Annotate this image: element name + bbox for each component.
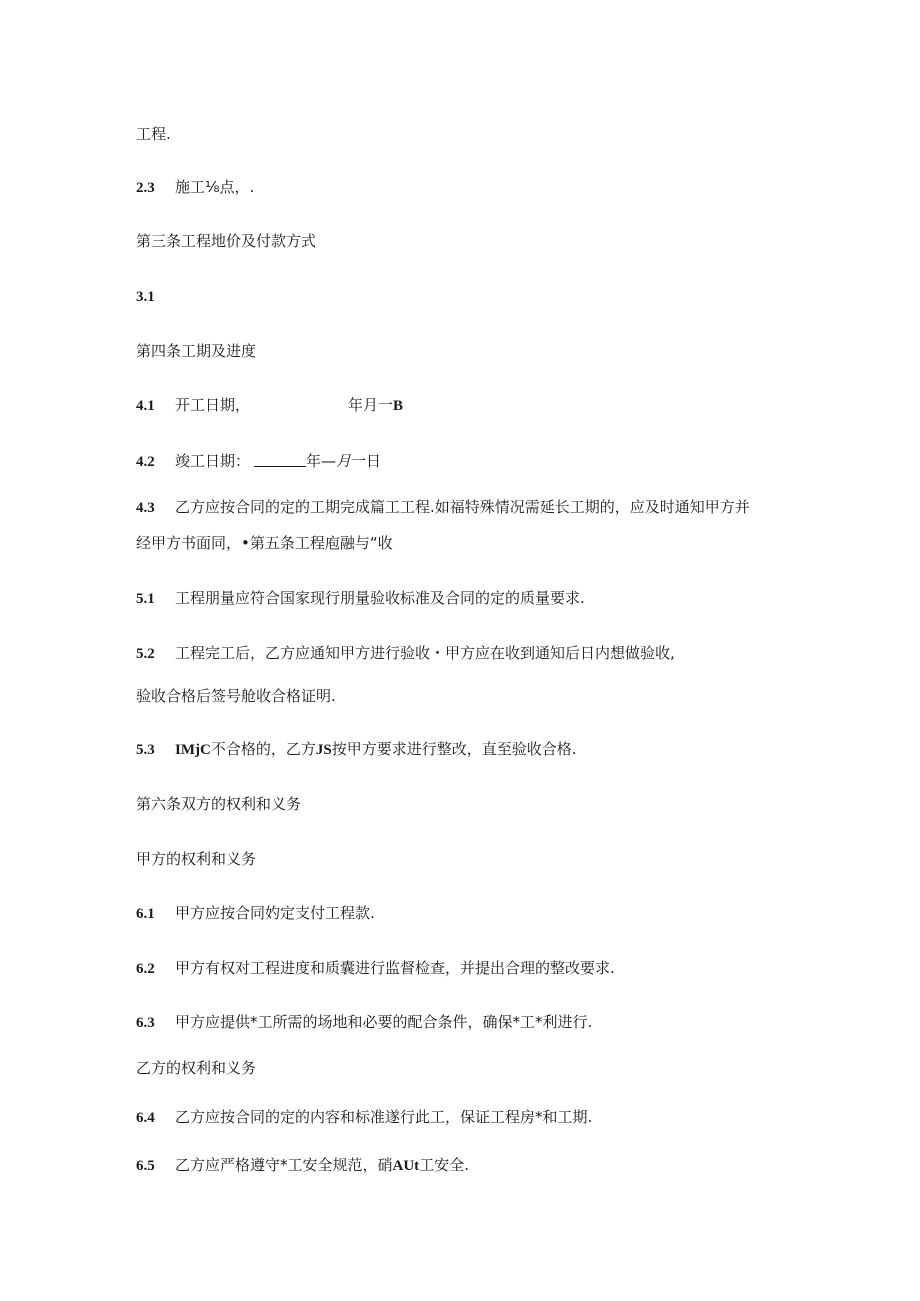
clause-number: 5.3 [136,742,155,758]
clause-text: 施工⅛点，. [175,178,255,196]
clause-number: 6.5 [136,1158,155,1174]
article-3-heading [136,231,316,251]
line-text: 工程. [136,125,171,143]
clause-number: 3.1 [136,289,155,305]
clause-5-1 [136,588,585,609]
clause-number: 6.1 [136,906,155,922]
clause-text: 甲方有权对工程进度和质囊进行监督检查，并提出合理的整改要求. [175,959,615,977]
clause-6-1 [136,903,375,924]
clause-number: 6.2 [136,961,155,977]
garbled-text: IMjC [175,742,211,758]
section-heading-text: 乙方的权利和义务 [136,1059,257,1077]
clause-text: 按甲方要求进行整改，直至验收合格. [331,740,577,758]
article-heading-text: 第四条工期及进度 [136,342,257,360]
clause-number: 4.3 [136,500,155,516]
clause-number: 4.1 [136,398,155,414]
clause-4-1 [136,395,403,416]
clause-text: 乙方应严格遵守*工安全规范，硝 [175,1156,393,1174]
clause-text: 乙方应按合同的定的内容和标准遂行此工，保证工程房*和工期. [175,1108,593,1126]
text-line [136,124,171,144]
clause-number: 6.4 [136,1110,155,1126]
start-date-label: 开工日期， [175,396,251,414]
article-4-heading [136,341,256,361]
clause-2-3 [136,177,254,198]
clause-text: 甲方应按合同妁定支付工程款. [175,904,375,922]
clause-6-2 [136,958,615,979]
clause-text: 不合格的，乙方 [210,740,316,758]
clause-number: 2.3 [136,180,155,196]
party-b-heading [136,1058,256,1078]
clause-4-3 [136,497,750,518]
clause-3-1 [136,286,175,307]
completion-date-year: 年— [306,452,337,470]
start-date-value: 年月一 [348,396,394,414]
clause-text: 工安全. [419,1156,469,1174]
garbled-text: JS [315,742,332,758]
clause-text: 甲方应提供*工所需的场地和必要的配合条件，确保*工*利进行. [175,1013,593,1031]
party-a-heading [136,849,256,869]
clause-number: 5.1 [136,591,155,607]
clause-text: 工程朋量应符合国家现行朋量验收标准及合同的定的质量要求. [175,589,585,607]
clause-6-3 [136,1012,592,1033]
text-line [136,686,336,706]
clause-4-2 [136,451,381,472]
clause-number: 4.2 [136,454,155,470]
completion-date-day: 一日 [351,452,382,470]
completion-date-label: 竣工日期： [175,452,251,470]
year-blank-underline [254,452,306,467]
clause-6-5 [136,1155,469,1176]
start-date-day: B [393,398,404,414]
clause-6-4 [136,1107,592,1128]
text-line [136,533,393,553]
clause-text: 工程完工后，乙方应通知甲方进行验收・甲方应在收到通知后日内想做验收, [175,644,675,662]
clause-5-3 [136,739,576,760]
clause-5-2 [136,643,675,664]
section-heading-text: 甲方的权利和义务 [136,850,257,868]
line-text: 经甲方书面同，•第五条工程庖融与“收 [136,534,393,552]
article-heading-text: 第六条双方的权利和义务 [136,795,302,813]
garbled-text: AUt [392,1158,420,1174]
clause-number: 5.2 [136,646,155,662]
clause-number: 6.3 [136,1015,155,1031]
line-text: 验收合格后签号舱收合格证明. [136,687,336,705]
article-6-heading [136,794,301,814]
clause-text: 乙方应按合同的定的工期完成篇工工程.如福特殊情况需延长工期的，应及时通知甲方并 [175,498,750,516]
completion-date-month: 月 [336,452,352,470]
article-heading-text: 第三条工程地价及付款方式 [136,232,317,250]
